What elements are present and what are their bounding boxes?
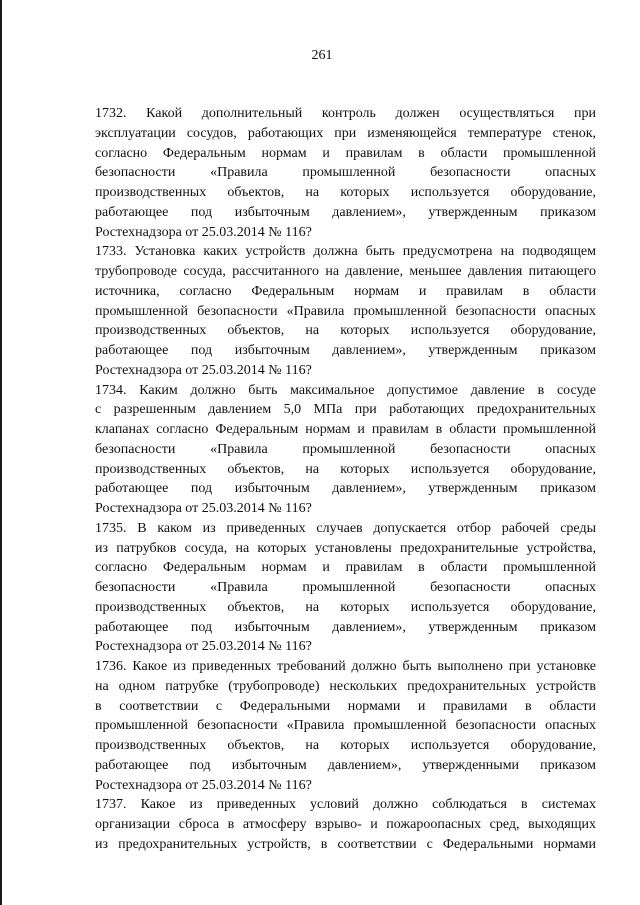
question-line: эксплуатации сосудов, работающих при изменяющейся температуре стенок, bbox=[95, 125, 596, 141]
question-line: 1737. Какое из приведенных условий должно соблюдаться в системах bbox=[95, 797, 596, 813]
question-line: работающее под избыточным давлением», утвержденными приказом bbox=[95, 757, 596, 773]
question-line: производственных объектов, на которых используется оборудование, bbox=[95, 738, 596, 753]
question-list bbox=[95, 104, 596, 855]
question-line: работающее под избыточным давлением», утвержденным приказом bbox=[95, 481, 596, 497]
question-line: работающее под избыточным давлением», утвержденным приказом bbox=[95, 204, 596, 220]
question-1737 bbox=[95, 795, 596, 854]
question-line: безопасности «Правила промышленной безопасности опасных bbox=[95, 165, 596, 181]
page-number: 261 bbox=[311, 48, 333, 63]
question-line: согласно Федеральным нормам и правилам в области промышленной bbox=[95, 560, 596, 576]
question-line: Ростехнадзора от 25.03.2014 № 116? bbox=[95, 362, 312, 378]
question-1733 bbox=[95, 242, 596, 380]
question-line: Ростехнадзора от 25.03.2014 № 116? bbox=[95, 777, 312, 793]
question-line: 1735. В каком из приведенных случаев допускается отбор рабочей среды bbox=[95, 520, 596, 536]
question-line: 1733. Установка каких устройств должна быть предусмотрена на подводящем bbox=[95, 244, 596, 260]
question-line: производственных объектов, на которых используется оборудование, bbox=[95, 599, 596, 615]
question-1736 bbox=[95, 657, 596, 795]
question-line: Ростехнадзора от 25.03.2014 № 116? bbox=[95, 639, 312, 655]
question-line: безопасности «Правила промышленной безопасности опасных bbox=[95, 441, 596, 457]
question-line: производственных объектов, на которых используется оборудование, bbox=[95, 323, 596, 339]
question-line: источника, согласно Федеральным нормам и правилам в области bbox=[95, 283, 596, 299]
question-line: работающее под избыточным давлением», утвержденным приказом bbox=[95, 343, 596, 358]
question-line: производственных объектов, на которых используется оборудование, bbox=[95, 461, 596, 477]
question-line: промышленной безопасности «Правила промышленной безопасности опасных bbox=[95, 718, 596, 734]
question-line: на одном патрубке (трубопроводе) нескольких предохранительных устройств bbox=[95, 678, 596, 694]
question-line: промышленной безопасности «Правила промышленной безопасности опасных bbox=[95, 303, 596, 319]
question-line: Ростехнадзора от 25.03.2014 № 116? bbox=[95, 224, 312, 240]
question-line: с разрешенным давлением 5,0 МПа при работающих предохранительных bbox=[95, 402, 596, 418]
question-1732 bbox=[95, 104, 596, 242]
question-line: 1734. Каким должно быть максимальное допустимое давление в сосуде bbox=[95, 382, 596, 398]
question-line: из патрубков сосуда, на которых установлены предохранительные устройства, bbox=[95, 540, 596, 556]
question-line: Ростехнадзора от 25.03.2014 № 116? bbox=[95, 501, 312, 516]
question-line: 1736. Какое из приведенных требований должно быть выполнено при установке bbox=[95, 659, 596, 674]
question-line: в соответствии с Федеральными нормами и правилами в области bbox=[95, 698, 596, 714]
question-line: 1732. Какой дополнительный контроль должен осуществляться при bbox=[95, 106, 596, 121]
question-line: трубопроводе сосуда, рассчитанного на давление, меньшее давления питающего bbox=[95, 264, 596, 279]
question-line: из предохранительных устройств, в соответствии с Федеральными нормами bbox=[95, 836, 596, 852]
question-line: производственных объектов, на которых используется оборудование, bbox=[95, 185, 596, 200]
question-line: согласно Федеральным нормам и правилам в области промышленной bbox=[95, 145, 596, 161]
question-line: безопасности «Правила промышленной безопасности опасных bbox=[95, 580, 596, 595]
question-line: организации сброса в атмосферу взрыво- и пожароопасных сред, выходящих bbox=[95, 817, 596, 832]
question-1734 bbox=[95, 381, 596, 519]
question-1735 bbox=[95, 519, 596, 657]
question-line: клапанах согласно Федеральным нормам и правилам в области промышленной bbox=[95, 422, 596, 437]
question-line: работающее под избыточным давлением», утвержденным приказом bbox=[95, 619, 596, 635]
